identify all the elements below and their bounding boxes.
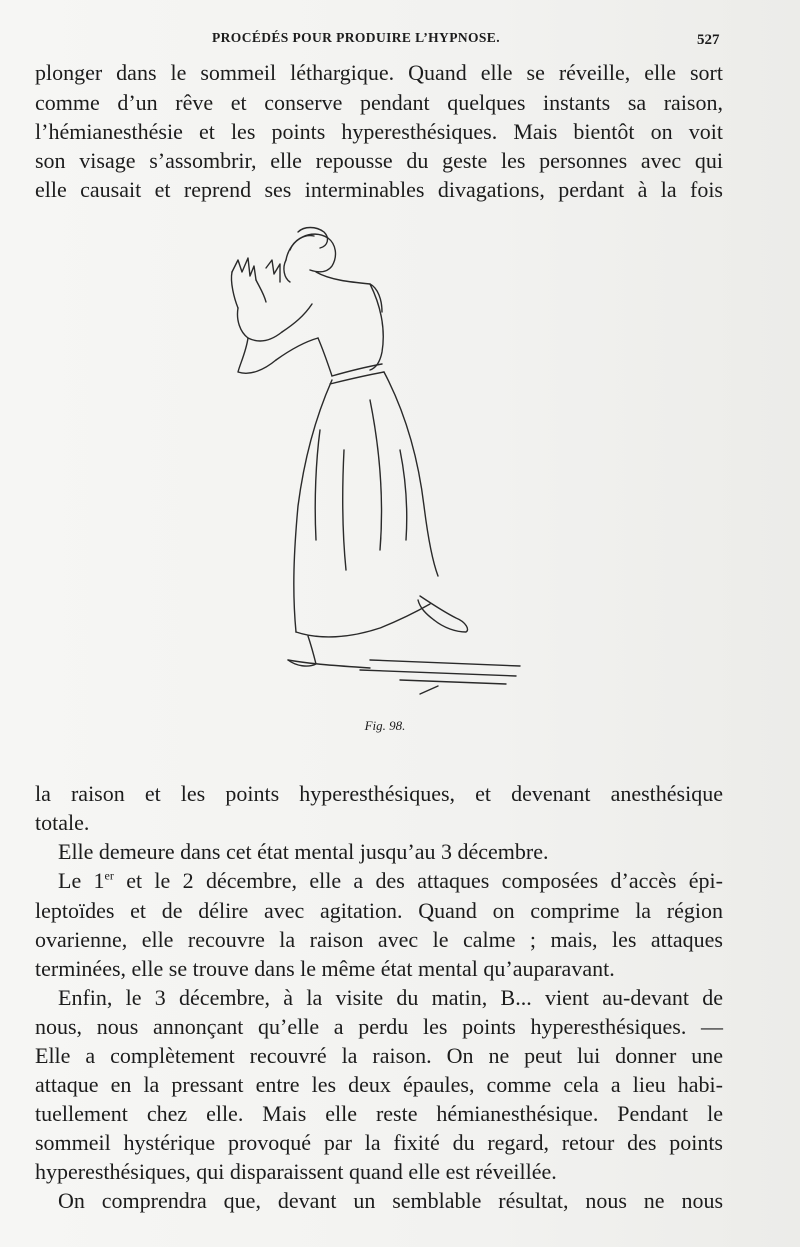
text-line: l’hémianesthésie et les points hyperesthésiques. Mais bientôt on voit <box>35 119 723 144</box>
text-line: totale. <box>35 810 90 835</box>
text-line: Elle demeure dans cet état mental jusqu’au 3 décembre. <box>58 839 549 864</box>
figure-caption: Fig. 98. <box>364 718 406 733</box>
running-head <box>0 30 800 52</box>
text-line <box>58 866 723 896</box>
page-number: 527 <box>697 32 720 48</box>
text-line: leptoïdes et de délire avec agitation. Quand on comprime la région <box>35 898 723 923</box>
text-line: Enfin, le 3 décembre, à la visite du matin, B... vient au-devant de <box>58 985 723 1010</box>
text-line: nous, nous annonçant qu’elle a perdu les points hyperesthésiques. — <box>35 1014 723 1039</box>
text-line: son visage s’assombrir, elle repousse du geste les personnes avec qui <box>35 148 723 173</box>
text-line: ovarienne, elle recouvre la raison avec le calme ; mais, les attaques <box>35 927 723 952</box>
text-line: la raison et les points hyperesthésiques, et devenant anesthésique <box>35 781 723 806</box>
text-line: elle causait et reprend ses interminables divagations, perdant à la fois <box>35 177 723 202</box>
text-line: plonger dans le sommeil léthargique. Quand elle se réveille, elle sort <box>35 60 723 85</box>
text-segment: et le 2 décembre, elle a des attaques composées d’accès épi- <box>113 868 723 893</box>
text-line: attaque en la pressant entre les deux épaules, comme cela a lieu habi- <box>35 1072 723 1097</box>
running-title: PROCÉDÉS POUR PRODUIRE L’HYPNOSE. <box>212 30 500 45</box>
kneeling-woman-illustration <box>220 220 550 700</box>
text-line: terminées, elle se trouve dans le même état mental qu’auparavant. <box>35 956 615 981</box>
text-line: Elle a complètement recouvré la raison. On ne peut lui donner une <box>35 1043 723 1068</box>
text-line: sommeil hystérique provoqué par la fixité du regard, retour des points <box>35 1130 723 1155</box>
text-line: hyperesthésiques, qui disparaissent quand elle est réveillée. <box>35 1159 557 1184</box>
superscript: er <box>104 868 114 883</box>
text-line: tuellement chez elle. Mais elle reste hémianesthésique. Pendant le <box>35 1101 723 1126</box>
text-line: On comprendra que, devant un semblable résultat, nous ne nous <box>58 1188 723 1213</box>
text-line: comme d’un rêve et conserve pendant quelques instants sa raison, <box>35 90 723 115</box>
text-segment: Le 1 <box>58 868 105 893</box>
